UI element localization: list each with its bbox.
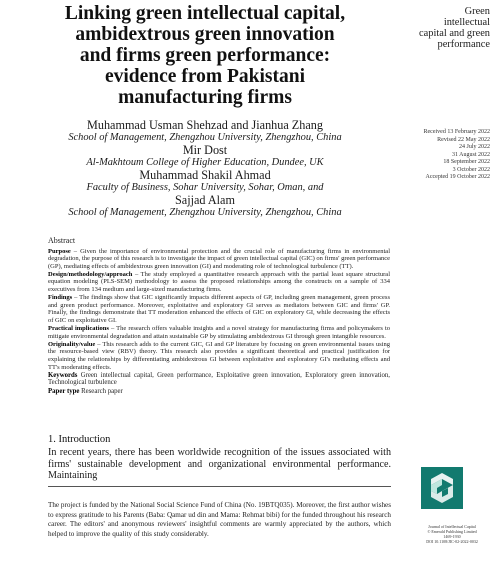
journal-info-line: DOI 10.1108/JIC-02-2022-0032 — [426, 539, 478, 544]
date-line: Revised 22 May 2022 — [437, 136, 490, 143]
abstract-heading: Abstract — [48, 236, 76, 245]
abstract-findings — [48, 294, 390, 324]
abstract — [48, 237, 390, 396]
logo-graphic — [421, 467, 463, 509]
author-name: Muhammad Shakil Ahmad — [139, 168, 271, 182]
section-text: – This research adds to the current GIC, GI and GP literature by focusing on green environmental issues using the resource-based view (RBV) theory. This research also provides a significant theoretical and practical justification for explaining the relationships by differentiating ambidextrous GI between exploitative and exploratory GI's mediating effects and TT's moderating effects. — [48, 340, 390, 371]
author-name: Mir Dost — [182, 143, 228, 157]
abstract-originality — [48, 341, 390, 371]
running-head — [390, 6, 490, 50]
author-name: Muhammad Usman Shehzad and Jianhua Zhang — [87, 118, 323, 132]
section-label: Practical implications — [48, 325, 109, 333]
paper-type — [48, 388, 390, 396]
author-affiliation: Al-Makhtoum College of Higher Education, Dundee, UK — [86, 157, 324, 168]
date-line: 31 August 2022 — [451, 151, 490, 158]
author-affiliation: School of Management, Zhengzhou University, Zhengzhou, China — [68, 207, 342, 218]
paper-type-text: Research paper — [79, 388, 123, 396]
date-line: 24 July 2022 — [458, 144, 490, 150]
journal-info-line: 1469-1930 — [443, 534, 461, 539]
author-name: Sajjad Alam — [175, 193, 235, 207]
section-text: – The findings show that GIC significantly impacts different aspects of GP, including green management, green process and green product performance. Moreover, exploitative and exploratory GI serves as mediators between GIC and firms' GP. Finally, the findings demonstrate that TT moderation enhanced the effects of GIC on exploratory GI, while decreasing the effects of GIC on exploitative GI. — [48, 294, 390, 324]
author-affiliation: School of Management, Zhengzhou University, Zhengzhou, China — [68, 132, 342, 143]
article-title — [40, 3, 370, 108]
emerald-publishing-logo-icon — [421, 467, 463, 509]
abstract-design — [48, 271, 390, 294]
introduction-text: In recent years, there has been worldwide recognition of the issues associated with firms' sustainable development and organizational environmental performance. Maintaining — [48, 447, 391, 482]
author-block — [40, 119, 370, 219]
section-label: Findings — [48, 294, 73, 302]
abstract-purpose — [48, 248, 390, 271]
section-text: – The study employed a quantitative research approach with the partial least square structural equation modeling (PLS-SEM) methodology to assess the proposed relationships among the constructs on a sample of 334 executives from 134 medium and large-sized manufacturing firms. — [48, 270, 390, 294]
journal-info-line: Journal of Intellectual Capital — [428, 524, 476, 529]
keywords — [48, 372, 390, 388]
title-line: ambidextrous green innovation — [75, 24, 335, 45]
funding-footnote: The project is funded by the National Social Science Fund of China (No. 19BTQ035). Moreover, the first author wishes to express gratitude to his Parents (Baba: Qamar ud din and Mama: Rehmat bibi) for the funded throughout his research career. The editors' and anonymous reviewers' insightful comments are warmly appreciated by the authors, which helped to improve the quality of this study considerably. — [48, 501, 391, 538]
date-line: 3 October 2022 — [452, 166, 490, 173]
keywords-label: Keywords — [48, 371, 78, 379]
journal-info-line: © Emerald Publishing Limited — [427, 529, 477, 534]
date-line: 18 September 2022 — [443, 159, 490, 165]
introduction-heading: 1. Introduction — [48, 434, 111, 445]
abstract-practical — [48, 325, 390, 340]
section-label: Purpose — [48, 247, 71, 255]
section-label: Originality/value — [48, 340, 96, 348]
date-line: Received 13 February 2022 — [423, 129, 490, 135]
running-head-line: intellectual — [443, 17, 490, 28]
paper-type-label: Paper type — [48, 388, 80, 396]
history-dates — [380, 129, 490, 182]
running-head-line: performance — [437, 39, 490, 50]
journal-info — [412, 524, 492, 544]
section-label: Design/methodology/approach — [48, 270, 133, 278]
running-head-line: capital and green — [419, 28, 490, 39]
footnote-divider — [48, 486, 391, 487]
keywords-text: Green intellectual capital, Green performance, Exploitative green innovation, Exploratory green innovation, Technological turbulence — [48, 371, 390, 387]
section-text: – Given the importance of environmental protection and the crucial role of manufacturing firms in environmental degradation, the purpose of this research is to investigate the impact of green intellectual capital (GIC) on firms' green performance (GP), mediating effects of ambidextrous green innovation (GI) and moderating role of technological turbulence (TT). — [48, 247, 390, 270]
running-head-line: Green — [464, 6, 490, 17]
section-text: – The research offers valuable insights and a novel strategy for manufacturing firms and policymakers to mitigate environmental degradation and attain sustainable GP by stimulating ambidextrous GI through green intangible resources. — [48, 325, 390, 340]
title-line: evidence from Pakistani — [104, 66, 306, 87]
title-line: Linking green intellectual capital, — [64, 3, 346, 24]
author-affiliation: Faculty of Business, Sohar University, Sohar, Oman, and — [86, 182, 324, 193]
title-line: manufacturing firms — [118, 87, 292, 108]
title-line: and firms green performance: — [79, 45, 331, 66]
date-line: Accepted 19 October 2022 — [425, 174, 490, 180]
